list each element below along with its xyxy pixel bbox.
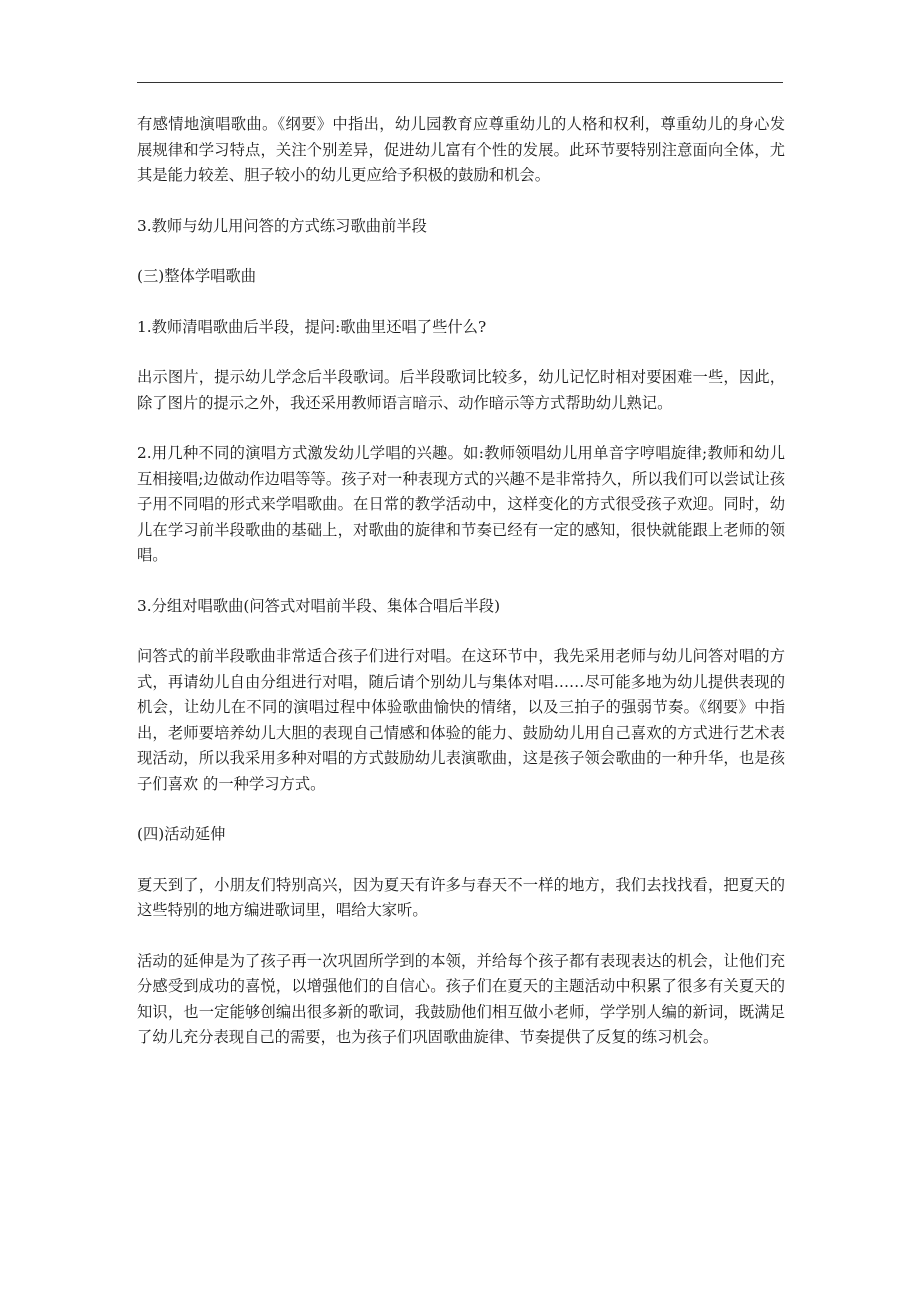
step-heading-3-group-singing: 3.分组对唱歌曲(问答式对唱前半段、集体合唱后半段) xyxy=(137,596,501,615)
header-rule xyxy=(137,82,783,83)
document-body xyxy=(137,112,785,1076)
paragraph-qa-singing: 问答式的前半段歌曲非常适合孩子们进行对唱。在这环节中，我先采用老师与幼儿问答对唱的方式，再请幼儿自由分组进行对唱，随后请个别幼儿与集体对唱……尽可能多地为幼儿提供表现的机会，让幼儿在不同的演唱过程中体验歌曲愉快的情绪，以及三拍子的强弱节奏。《纲要》中指出，老师要培养幼儿大胆的表现自己情感和体验的能力、鼓励幼儿用自己喜欢的方式进行艺术表现活动，所以我采用多种对唱的方式鼓励幼儿表演歌曲，这是孩子领会歌曲的一种升华，也是孩子们喜欢 的一种学习方式。 xyxy=(137,647,785,793)
step-heading-1-teacher-sings: 1.教师清唱歌曲后半段，提问:歌曲里还唱了些什么? xyxy=(137,317,487,336)
step-heading-3-qa-practice: 3.教师与幼儿用问答的方式练习歌曲前半段 xyxy=(137,216,427,235)
paragraph-show-pictures: 出示图片，提示幼儿学念后半段歌词。后半段歌词比较多，幼儿记忆时相对要困难一些，因此，除了图片的提示之外，我还采用教师语言暗示、动作暗示等方式帮助幼儿熟记。 xyxy=(137,368,785,412)
section-heading-3: (三)整体学唱歌曲 xyxy=(137,267,257,285)
paragraph-extension-purpose: 活动的延伸是为了孩子再一次巩固所学到的本领，并给每个孩子都有表现表达的机会，让他们充分感受到成功的喜悦，以增强他们的自信心。孩子们在夏天的主题活动中积累了很多有关夏天的知识，也一定能够创编出很多新的歌词，我鼓励他们相互做小老师，学学别人编的新词，既满足了幼儿充分表现自己的需要，也为孩子们巩固歌曲旋律、节奏提供了反复的练习机会。 xyxy=(137,951,785,1046)
paragraph-intro-continuation: 有感情地演唱歌曲。《纲要》中指出，幼儿园教育应尊重幼儿的人格和权利，尊重幼儿的身心发展规律和学习特点，关注个别差异，促进幼儿富有个性的发展。此环节要特别注意面向全体，尤其是能力较差、胆子较小的幼儿更应给予积极的鼓励和机会。 xyxy=(137,115,785,184)
section-heading-4: (四)活动延伸 xyxy=(137,825,226,843)
paragraph-summer: 夏天到了，小朋友们特别高兴，因为夏天有许多与春天不一样的地方，我们去找找看，把夏天的这些特别的地方编进歌词里，唱给大家听。 xyxy=(137,875,785,919)
paragraph-singing-methods: 2.用几种不同的演唱方式激发幼儿学唱的兴趣。如:教师领唱幼儿用单音字哼唱旋律;教师和幼儿互相接唱;边做动作边唱等等。孩子对一种表现方式的兴趣不是非常持久，所以我们可以尝试让孩子用不同唱的形式来学唱歌曲。在日常的教学活动中，这样变化的方式很受孩子欢迎。同时，幼儿在学习前半段歌曲的基础上，对歌曲的旋律和节奏已经有一定的感知，很快就能跟上老师的领唱。 xyxy=(137,444,785,564)
